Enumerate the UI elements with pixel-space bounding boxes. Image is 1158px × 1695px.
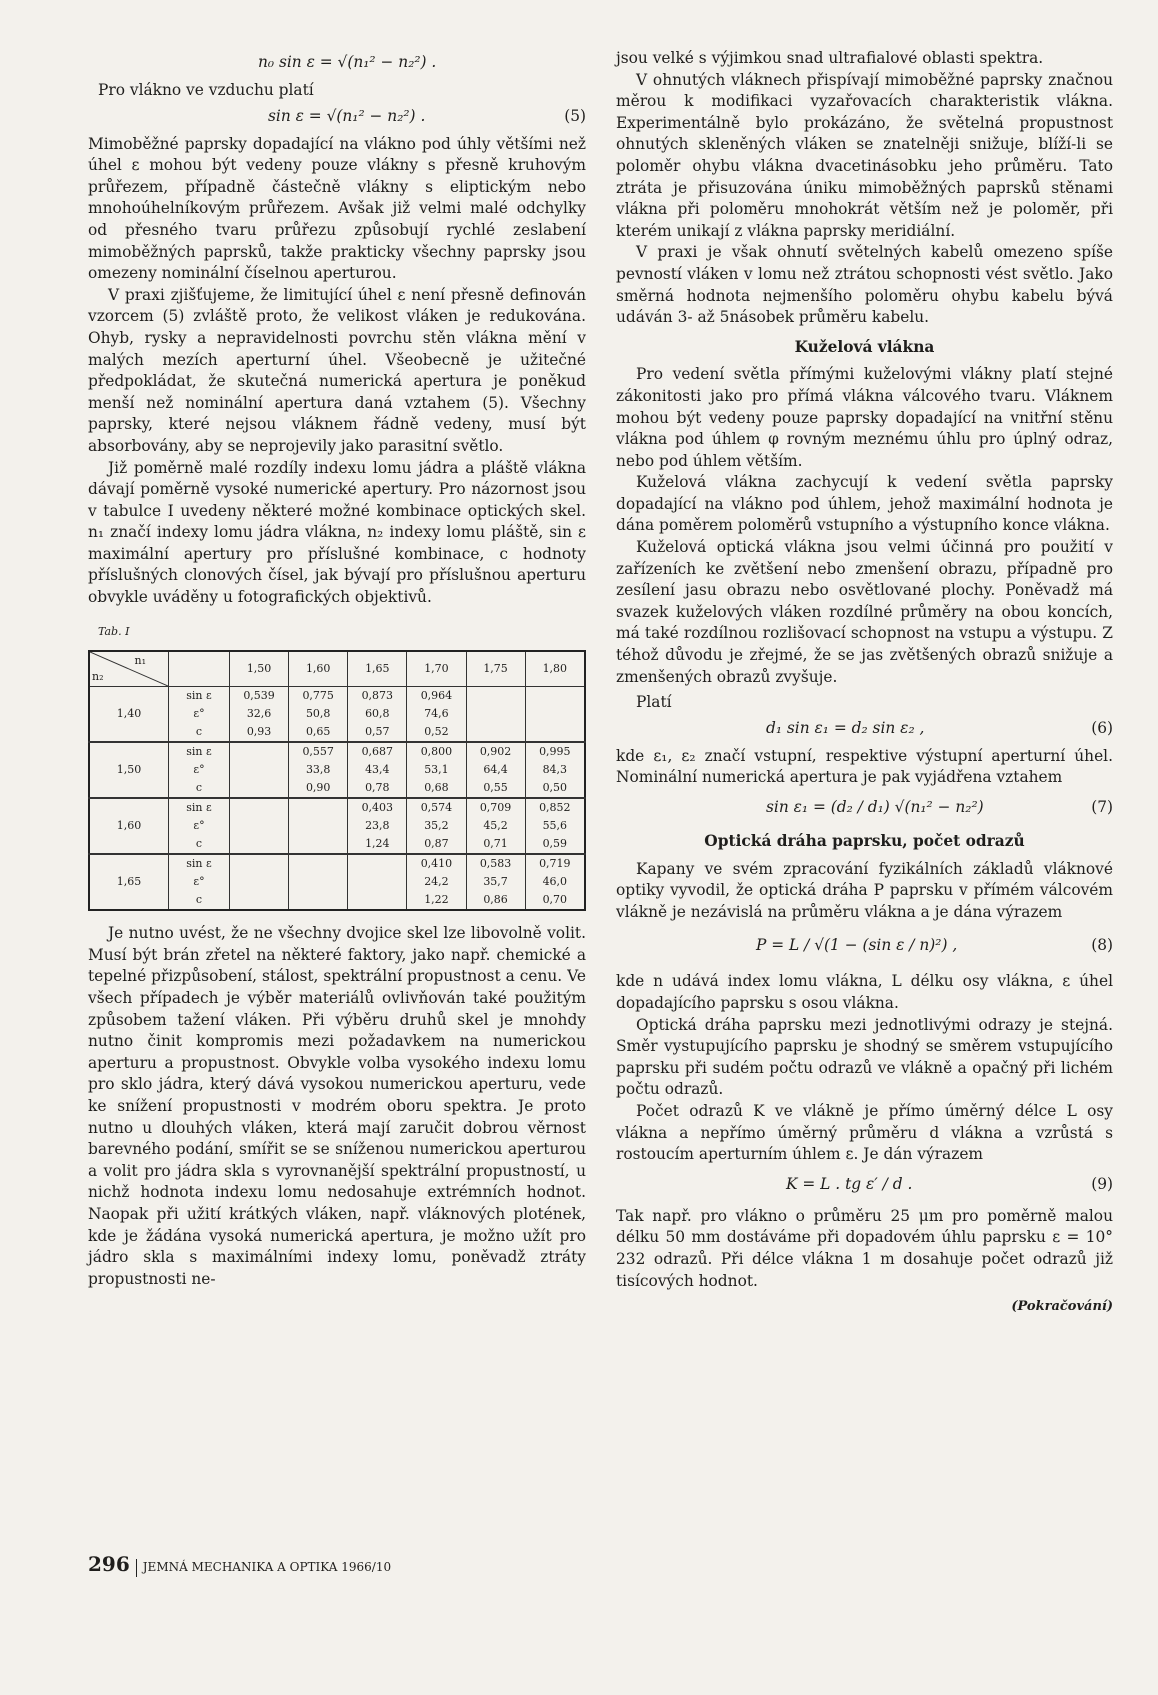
continued-note: (Pokračování) <box>1011 1299 1113 1315</box>
table-cell <box>348 854 407 873</box>
table-cell: 43,4 <box>348 761 407 779</box>
table-cell <box>289 798 348 817</box>
corner-n2: n₂ <box>92 670 104 684</box>
table-cell: 0,59 <box>525 835 585 854</box>
table-col-header: 1,70 <box>407 651 466 687</box>
paragraph: Počet odrazů K ve vlákně je přímo úměrný délce L osy vlákna a nepřímo úměrný průměru d vlákna a vzrůstá s rostoucím aperturním úhlem ε. Je dán výrazem <box>616 1101 1113 1164</box>
table-row <box>89 687 585 706</box>
row-label: c <box>169 723 230 742</box>
section-heading: Optická dráha paprsku, počet odrazů <box>704 832 1025 850</box>
refractive-index-table <box>88 650 586 911</box>
table-cell: 0,574 <box>407 798 466 817</box>
table-cell: 0,86 <box>466 891 525 910</box>
table-row <box>89 742 585 761</box>
table-col-header: 1,65 <box>348 651 407 687</box>
table-cell <box>525 723 585 742</box>
row-label: c <box>169 779 230 798</box>
paragraph: Optická dráha paprsku mezi jednotlivými odrazy je stejná. Směr vystupujícího paprsku je shodný se směrem vstupujícího paprsku při sudém počtu odrazů ve vlákně a opačný při lichém počtu odrazů. <box>616 1015 1113 1099</box>
table-cell: 53,1 <box>407 761 466 779</box>
equation-5: sin ε = √(n₁² − n₂²) . (5) <box>268 106 586 125</box>
table-cell: 0,87 <box>407 835 466 854</box>
table-cell: 0,852 <box>525 798 585 817</box>
paragraph: Tak např. pro vlákno o průměru 25 μm pro poměrně malou délku 50 mm dostáváme při dopadovém úhlu paprsku ε = 10° 232 odrazů. Při délce vlákna 1 m dosahuje počet odrazů již tisícových hodnot. <box>616 1206 1113 1290</box>
table-cell: 84,3 <box>525 761 585 779</box>
paragraph: Mimoběžné paprsky dopadající na vlákno pod úhly většími než úhel ε mohou být vedeny pouze vlákny s přesně kruhovým průřezem, případně částečně vlákny s eliptickým nebo mnohoúhelníkovým průřezem. Avšak již velmi malé odchylky od přesného tvaru průřezu způsobují rychlé zeslabení mimoběžných paprsků, takže prakticky všechny paprsky jsou omezeny nominální číselnou aperturou. <box>88 134 586 283</box>
table-cell: 60,8 <box>348 705 407 723</box>
table-header-blank <box>169 651 230 687</box>
paragraph: Již poměrně malé rozdíly indexu lomu jádra a pláště vlákna dávají poměrně vysoké numerické apertury. Pro názornost jsou v tabulce I uvedeny některé možné kombinace optických skel. n₁ značí indexy lomu jádra vlákna, n₂ indexy lomu pláště, sin ε maximální apertury pro příslušné kombinace, c hodnoty příslušných clonových čísel, jak bývají pro příslušnou aperturu obvykle uváděny u fotografických objektivů. <box>88 458 586 607</box>
table-cell: 0,410 <box>407 854 466 873</box>
paragraph: Platí <box>636 693 672 712</box>
paragraph: V praxi je však ohnutí světelných kabelů omezeno spíše pevností vláken v lomu než ztrátou schopnosti vést světlo. Jako směrná hodnota nejmenšího poloměru ohybu kabelu bývá udáván 3- až 5násobek průměru kabelu. <box>616 243 1113 327</box>
table-cell <box>466 687 525 706</box>
page-number: 296 <box>88 1552 130 1576</box>
paragraph: V praxi zjišťujeme, že limitující úhel ε není přesně definován vzorcem (5) zvláště proto, že velikost vláken je redukována. Ohyb, rysky a nepravidelnosti povrchu stěn vlákna mění v malých mezích aperturní úhel. Všeobecně je užitečné předpokládat, že skutečná numerická apertura je poněkud menší než nominální apertura daná vztahem (5). Všechny paprsky, které nejsou vláknem řádně vedeny, musí být absorbovány, aby se neprojevily jako parasitní světlo. <box>88 285 586 455</box>
table-cell <box>230 779 289 798</box>
table-cell: 0,90 <box>289 779 348 798</box>
paragraph: Kapany ve svém zpracování fyzikálních základů vláknové optiky vyvodil, že optická dráha P paprsku v přímém válcovém vlákně je nezávislá na průměru vlákna a je dána výrazem <box>616 859 1113 921</box>
equation-n0: n₀ sin ε = √(n₁² − n₂²) . <box>258 53 437 71</box>
table-cell: 0,719 <box>525 854 585 873</box>
n2-value: 1,60 <box>89 798 169 854</box>
table-cell: 0,583 <box>466 854 525 873</box>
row-label: sin ε <box>169 742 230 761</box>
table-cell: 0,68 <box>407 779 466 798</box>
table-cell: 1,22 <box>407 891 466 910</box>
table-cell: 0,71 <box>466 835 525 854</box>
table-cell: 0,403 <box>348 798 407 817</box>
journal-name: JEMNÁ MECHANIKA A OPTIKA 1966/10 <box>142 1560 392 1574</box>
table-cell: 1,24 <box>348 835 407 854</box>
n2-value: 1,40 <box>116 707 142 721</box>
equation-7: sin ε₁ = (d₂ / d₁) √(n₁² − n₂²) (7) <box>766 798 1113 816</box>
table-label: Tab. I <box>98 624 130 638</box>
row-label: sin ε <box>169 854 230 873</box>
table-cell: 0,687 <box>348 742 407 761</box>
table-cell: 0,709 <box>466 798 525 817</box>
n2-value: 1,65 <box>89 854 169 910</box>
table-cell <box>230 891 289 910</box>
table-cell: 0,93 <box>230 723 289 742</box>
table-cell <box>230 817 289 835</box>
table-cell: 0,800 <box>407 742 466 761</box>
paragraph: jsou velké s výjimkou snad ultrafialové oblasti spektra. <box>616 49 1044 67</box>
table-cell <box>348 873 407 891</box>
table-col-header: 1,50 <box>230 651 289 687</box>
paragraph: Pro vlákno ve vzduchu platí <box>98 81 314 99</box>
table-cell: 55,6 <box>525 817 585 835</box>
table-cell <box>466 705 525 723</box>
paragraph: kde ε₁, ε₂ značí vstupní, respektive výstupní aperturní úhel. Nominální numerická apertura je pak vyjádřena vztahem <box>616 746 1113 787</box>
table-cell: 0,78 <box>348 779 407 798</box>
table-cell <box>466 723 525 742</box>
section-heading: Kuželová vlákna <box>794 337 935 356</box>
table-cell: 0,57 <box>348 723 407 742</box>
table-cell <box>348 891 407 910</box>
table-cell: 23,8 <box>348 817 407 835</box>
table-cell: 0,964 <box>407 687 466 706</box>
row-label: sin ε <box>169 798 230 817</box>
table-col-header: 1,75 <box>466 651 525 687</box>
page-footer <box>88 1552 391 1577</box>
table-cell: 0,557 <box>289 742 348 761</box>
table-cell: 33,8 <box>289 761 348 779</box>
table-cell <box>525 705 585 723</box>
table-cell: 0,995 <box>525 742 585 761</box>
row-label: sin ε <box>169 687 230 706</box>
table-cell <box>289 835 348 854</box>
table-cell: 0,873 <box>348 687 407 706</box>
table-cell <box>525 687 585 706</box>
table-cell: 24,2 <box>407 873 466 891</box>
table-cell <box>289 854 348 873</box>
left-column <box>88 48 586 1290</box>
paragraph: V ohnutých vláknech přispívají mimoběžné paprsky značnou měrou k modifikaci vyzařovacích charakteristik vlákna. Experimentálně bylo prokázáno, že světelná propustnost ohnutých skleněných vláken se znatelněji snižuje, blíží-li se poloměr ohybu vlákna dvacetinásobku jeho průměru. Tato ztráta je přisuzována úniku mimoběžných paprsků stěnami vlákna při poloměru mnohokrát větším než je poloměr, při kterém unikají z vlákna paprsky meridiální. <box>616 70 1113 240</box>
table-cell <box>230 854 289 873</box>
table-row <box>89 798 585 817</box>
paragraph: kde n udává index lomu vlákna, L délku osy vlákna, ε úhel dopadajícího paprsku s osou vlákna. <box>616 972 1113 1012</box>
right-column <box>616 48 1113 1318</box>
table-cell: 0,52 <box>407 723 466 742</box>
table-col-header: 1,60 <box>289 651 348 687</box>
table-cell: 0,50 <box>525 779 585 798</box>
row-label: ε° <box>169 705 230 723</box>
row-label: c <box>169 835 230 854</box>
row-label: ε° <box>169 761 230 779</box>
table-cell: 35,2 <box>407 817 466 835</box>
table-cell: 74,6 <box>407 705 466 723</box>
table-header-row <box>89 651 585 687</box>
table-cell: 32,6 <box>230 705 289 723</box>
table-cell <box>230 742 289 761</box>
table-cell <box>230 835 289 854</box>
table-cell: 0,55 <box>466 779 525 798</box>
equation-6: d₁ sin ε₁ = d₂ sin ε₂ , (6) <box>766 718 1113 737</box>
equation-8: P = L / √(1 − (sin ε / n)²) , (8) <box>756 936 1113 955</box>
row-label: ε° <box>169 817 230 835</box>
table-cell: 45,2 <box>466 817 525 835</box>
paragraph: Kuželová optická vlákna jsou velmi účinná pro použití v zařízeních ke zvětšení nebo zmenšení obrazu, případně pro zesílení jasu obrazu nebo osvětlované plochy. Poněvadž má svazek kuželových vláken rozdílné průměry na obou koncích, má také rozdílnou rozlišovací schopnost na vstupu a výstupu. Z téhož důvodu je zřejmé, že se jas zvětšených obrazů snižuje a zmenšených obrazů zvyšuje. <box>616 538 1113 686</box>
table-cell: 0,539 <box>230 687 289 706</box>
equation-9: K = L . tg ε′ / d . (9) <box>786 1174 1113 1193</box>
table-cell <box>230 761 289 779</box>
table-cell <box>230 798 289 817</box>
table-cell: 0,65 <box>289 723 348 742</box>
footer-divider <box>136 1559 137 1577</box>
table-col-header: 1,80 <box>525 651 585 687</box>
table-cell <box>289 817 348 835</box>
paragraph: Pro vedení světla přímými kuželovými vlákny platí stejné zákonitosti jako pro přímá vlákna válcového tvaru. Vláknem mohou být vedeny pouze paprsky dopadající na vnitřní stěnu vlákna pod úhlem φ rovným meznému úhlu pro úplný odraz, nebo pod úhlem větším. <box>616 365 1113 470</box>
table-cell <box>230 873 289 891</box>
table-corner-cell <box>89 651 169 687</box>
table-cell: 0,70 <box>525 891 585 910</box>
table-cell <box>289 891 348 910</box>
row-label: ε° <box>169 873 230 891</box>
paragraph: Kuželová vlákna zachycují k vedení světla paprsky dopadající na vlákno pod úhlem, jehož maximální hodnota je dána poměrem poloměrů vstupního a výstupního konce vlákna. <box>616 473 1113 535</box>
table-cell <box>289 873 348 891</box>
n2-value: 1,50 <box>89 742 169 798</box>
paragraph: Je nutno uvést, že ne všechny dvojice skel lze libovolně volit. Musí být brán zřetel na některé faktory, jako např. chemické a tepelné přizpůsobení, stálost, spektrální propustnost a cenu. Ve všech případech je výběr materiálů ovlivňován také použitým způsobem tažení vláken. Při výběru druhů skel je mnohdy nutno činit kompromis mezi požadavkem na numerickou aperturu a propustnost. Obvykle volba vysokého indexu lomu pro sklo jádra, který dává vysokou numerickou aperturu, vede ke snížení propustnosti v modrém oboru spektra. Je proto nutno u dlouhých vláken, která mají zaručit dobrou věrnost barevného podání, smířit se se sníženou numerickou aperturou a volit pro jádra skla s vyrovnanější spektrální propustností, u nichž hodnota indexu lomu nedosahuje extrémních hodnot. Naopak při užití krátkých vláken, např. vláknových plotének, kde je žádána vysoká numerická apertura, je možno užít pro jádro skla s maximálními indexy lomu, poněvadž ztráty propustnosti ne- <box>88 924 586 1288</box>
table-cell: 64,4 <box>466 761 525 779</box>
corner-n1: n₁ <box>134 654 146 668</box>
table-cell: 46,0 <box>525 873 585 891</box>
table-cell: 35,7 <box>466 873 525 891</box>
table-cell: 0,775 <box>289 687 348 706</box>
table-cell: 0,902 <box>466 742 525 761</box>
row-label: c <box>169 891 230 910</box>
table-cell: 50,8 <box>289 705 348 723</box>
table-row <box>89 854 585 873</box>
